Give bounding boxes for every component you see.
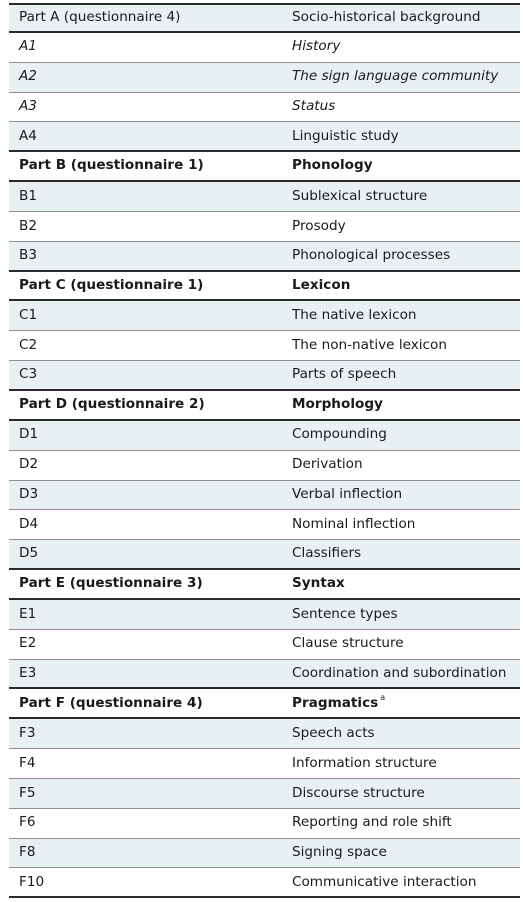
row-label (292, 451, 363, 480)
row-code: Part D (questionnaire 2) (19, 396, 205, 413)
table-row (9, 868, 520, 898)
row-code: A2 (19, 68, 37, 85)
table-row (9, 33, 520, 63)
table-row (9, 361, 520, 391)
row-label (292, 660, 506, 688)
row-label (292, 122, 399, 150)
table-row (9, 421, 520, 451)
row-label (292, 361, 396, 389)
row-label (292, 272, 350, 300)
row-label-text: Morphology (292, 396, 383, 413)
row-label-text: Sentence types (292, 605, 398, 622)
row-label-text: Discourse structure (292, 784, 425, 801)
row-label (292, 749, 437, 778)
table-row (9, 749, 520, 779)
row-label-text: The sign language community (292, 68, 499, 85)
row-label-text: Compounding (292, 426, 387, 443)
table-section-row (9, 689, 520, 719)
row-label (292, 600, 398, 629)
table-row (9, 212, 520, 242)
row-code: F10 (19, 873, 45, 890)
row-label-text: Phonology (292, 157, 373, 174)
row-label-text: Reporting and role shift (292, 814, 452, 831)
row-label (292, 212, 346, 241)
row-label-text: Pragmatics (292, 694, 379, 711)
row-label-text: Classifiers (292, 545, 362, 562)
row-label-text: Status (292, 98, 336, 115)
table-section-row (9, 570, 520, 600)
row-label (292, 301, 417, 330)
row-code: Part F (questionnaire 4) (19, 694, 203, 711)
table-section-row (9, 152, 520, 182)
row-label-text: Coordination and subordination (292, 664, 507, 681)
row-label-text: Nominal inflection (292, 515, 416, 532)
row-code: F4 (19, 754, 36, 771)
table-row (9, 481, 520, 511)
table-row (9, 182, 520, 212)
row-code: D5 (19, 545, 39, 562)
row-code: Part B (questionnaire 1) (19, 157, 204, 174)
row-code: F5 (19, 784, 36, 801)
row-label (292, 182, 427, 211)
table-row (9, 301, 520, 331)
row-label (292, 839, 387, 868)
row-label (292, 63, 498, 92)
row-label (292, 391, 383, 419)
row-code: D2 (19, 456, 39, 473)
row-label-text: Parts of speech (292, 366, 397, 383)
row-label-text: Verbal inflection (292, 486, 403, 503)
row-label (292, 570, 345, 598)
row-label (292, 421, 387, 450)
table-row (9, 510, 520, 540)
row-label-text: Signing space (292, 844, 387, 861)
row-code: E3 (19, 664, 37, 681)
row-code: B1 (19, 187, 37, 204)
table-row (9, 93, 520, 123)
row-label-text: History (292, 38, 341, 55)
row-code: A3 (19, 98, 37, 115)
row-code: F3 (19, 724, 36, 741)
row-label-text: Derivation (292, 456, 363, 473)
row-label-text: Prosody (292, 217, 346, 234)
table-row (9, 331, 520, 361)
row-code: E1 (19, 605, 37, 622)
table-section-row (9, 272, 520, 302)
table-row (9, 540, 520, 570)
row-code: F8 (19, 844, 36, 861)
row-code: B3 (19, 246, 37, 263)
table-row (9, 779, 520, 809)
row-code: Part A (questionnaire 4) (19, 9, 181, 26)
table-row (9, 600, 520, 630)
row-code: D4 (19, 515, 39, 532)
row-label (292, 331, 447, 360)
row-code: E2 (19, 635, 37, 652)
row-label (292, 719, 375, 748)
row-label-text: Linguistic study (292, 127, 399, 144)
row-label-text: Sublexical structure (292, 187, 428, 204)
row-label-text: Speech acts (292, 724, 375, 741)
row-label (292, 481, 402, 510)
table-row (9, 839, 520, 869)
row-label (292, 689, 385, 717)
table-row (9, 630, 520, 660)
row-label (292, 93, 335, 122)
row-label (292, 242, 450, 270)
row-code: F6 (19, 814, 36, 831)
row-label-text: The native lexicon (292, 307, 417, 324)
row-label-text: Clause structure (292, 635, 404, 652)
row-label-text: The non-native lexicon (292, 336, 447, 353)
row-label (292, 779, 425, 808)
row-code: C1 (19, 307, 38, 324)
table-row (9, 451, 520, 481)
row-label (292, 510, 415, 539)
table-section-row (9, 3, 520, 33)
row-label-text: Lexicon (292, 276, 351, 293)
row-label-text: Phonological processes (292, 246, 451, 263)
row-code: A1 (19, 38, 37, 55)
footnote-marker: a (380, 693, 386, 703)
row-label (292, 540, 361, 568)
row-label (292, 33, 340, 62)
row-code: Part C (questionnaire 1) (19, 276, 204, 293)
row-label-text: Information structure (292, 754, 437, 771)
table-row (9, 122, 520, 152)
row-label (292, 152, 373, 180)
row-code: C3 (19, 366, 38, 383)
row-label (292, 809, 452, 838)
row-code: Part E (questionnaire 3) (19, 575, 203, 592)
row-label (292, 630, 404, 659)
table-row (9, 242, 520, 272)
table-row (9, 719, 520, 749)
row-label-text: Communicative interaction (292, 873, 477, 890)
row-code: D3 (19, 486, 39, 503)
row-label (292, 868, 476, 896)
row-code: A4 (19, 127, 37, 144)
table-row (9, 660, 520, 690)
questionnaire-table (9, 3, 520, 898)
row-code: C2 (19, 336, 38, 353)
row-label-text: Syntax (292, 575, 345, 592)
table-section-row (9, 391, 520, 421)
row-label (292, 5, 480, 31)
row-code: D1 (19, 426, 39, 443)
row-label-text: Socio-historical background (292, 9, 481, 26)
table-row (9, 63, 520, 93)
table-row (9, 809, 520, 839)
row-code: B2 (19, 217, 37, 234)
